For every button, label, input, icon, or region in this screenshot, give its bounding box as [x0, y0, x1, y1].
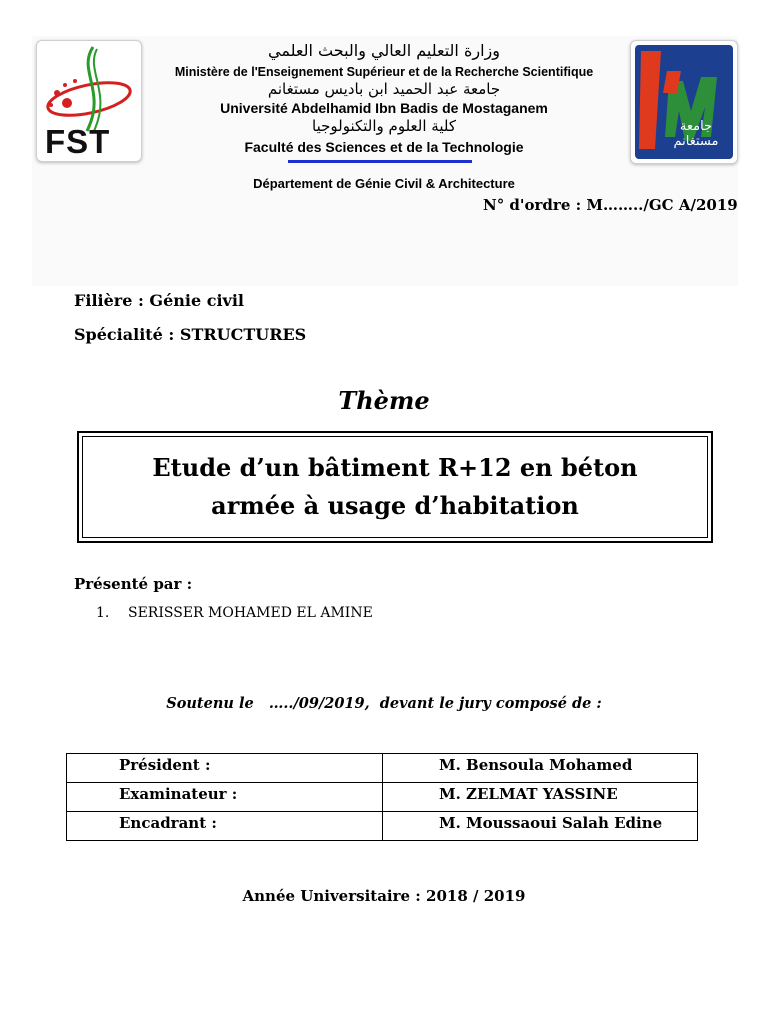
jury-role: Examinateur : — [67, 783, 383, 812]
faculty-underline — [288, 160, 472, 163]
academic-year: Année Universitaire : 2018 / 2019 — [242, 887, 526, 905]
jury-name: M. Moussaoui Salah Edine — [383, 812, 698, 841]
theme-label: Thème — [338, 386, 430, 415]
jury-table — [66, 753, 698, 841]
defense-line: Soutenu le …../09/2019, devant le jury composé de : — [166, 695, 602, 712]
um-logo-arabic: جامعة مستغانم — [673, 119, 719, 149]
jury-role: Président : — [67, 754, 383, 783]
ministry-french: Ministère de l'Enseignement Supérieur et de la Recherche Scientifique — [174, 65, 594, 79]
university-arabic: جامعة عبد الحميد ابن باديس مستغانم — [267, 80, 501, 98]
theme-title-box — [77, 431, 713, 543]
theme-title-inner — [82, 436, 708, 538]
jury-name: M. ZELMAT YASSINE — [383, 783, 698, 812]
theme-title-line1: Etude d’un bâtiment R+12 en béton — [152, 453, 638, 482]
presenter-name: SERISSER MOHAMED EL AMINE — [128, 605, 373, 621]
fst-logo-text: FST — [45, 123, 111, 160]
table-row — [67, 812, 698, 841]
table-row — [67, 783, 698, 812]
faculty-french: Faculté des Sciences et de la Technologie — [244, 139, 524, 155]
ministry-arabic: وزارة التعليم العالي والبحث العلمي — [268, 41, 500, 60]
presenter-item — [96, 605, 373, 621]
faculty-arabic: كلية العلوم والتكنولوجيا — [312, 117, 456, 135]
order-number: N° d'ordre : M……../GC A/2019 — [483, 196, 738, 214]
table-row — [67, 754, 698, 783]
specialite: Spécialité : STRUCTURES — [74, 325, 307, 344]
jury-role: Encadrant : — [67, 812, 383, 841]
jury-name: M. Bensoula Mohamed — [383, 754, 698, 783]
presenter-number: 1. — [96, 605, 110, 621]
department: Département de Génie Civil & Architecture — [253, 176, 515, 191]
theme-title-line2: armée à usage d’habitation — [211, 491, 579, 520]
filiere: Filière : Génie civil — [74, 291, 245, 310]
university-french: Université Abdelhamid Ibn Badis de Mostaganem — [220, 100, 548, 116]
presented-by-label: Présenté par : — [74, 575, 193, 593]
